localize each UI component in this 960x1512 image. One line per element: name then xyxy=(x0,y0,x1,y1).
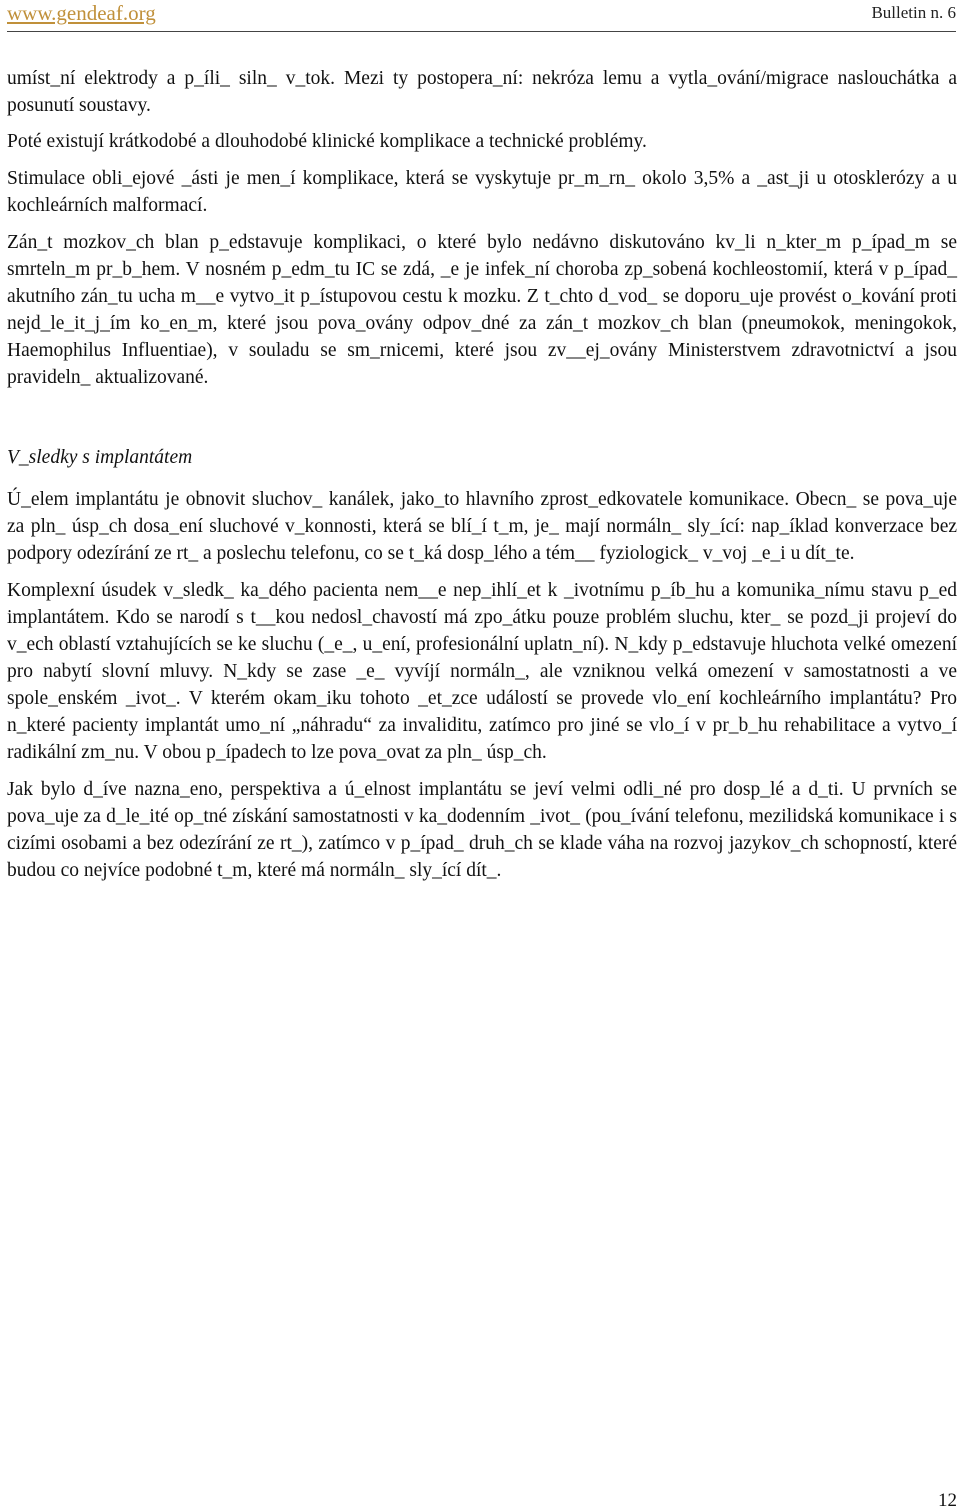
paragraph: Ú_elem implantátu je obnovit sluchov_ kanálek, jako_to hlavního zprost_edkovatele komunikace. Obecn_ se pova_uje za pln_ úsp_ch dosa_ení sluchové v_konnosti, která se blí_í t_m, je_ mají normáln_ sly_ící: nap_íklad konverzace bez podpory odezírání ze rt_ a poslechu telefonu, co se t_ká dosp_lého a tém__ fyziologick_ v_voj _e_i u dít_te. xyxy=(7,489,957,564)
page-number: 12 xyxy=(938,1490,957,1511)
bulletin-label: Bulletin n. 6 xyxy=(871,3,956,22)
site-link[interactable]: www.gendeaf.org xyxy=(7,1,156,25)
paragraph: Jak bylo d_íve nazna_eno, perspektiva a ú_elnost implantátu se jeví velmi odli_né pro dosp_lé a d_ti. U prvních se pova_uje za d_le_ité op_tné získání samostatnosti v ka_dodenním _ivot_ (pou_ívání telefonu, mezilidská komunikace i s cizími osobami a bez odezírání ze rt_), zatímco v p_ípad_ druh_ch se klade váha na rozvoj jazykov_ch schopností, které budou co nejvíce podobné t_m, které má normáln_ sly_ící dít_. xyxy=(7,779,957,881)
paragraph: Komplexní úsudek v_sledk_ ka_dého pacienta nem__e nep_ihlí_et k _ivotnímu p_íb_hu a komunika_nímu stavu p_ed implantátem. Kdo se narodí s t__kou nedosl_chavostí má zpo_átku pouze problém sluchu, kter_ se pozd_ji projeví do v_ech oblastí vztahujících se ke sluchu (_e_, u_ení, profesionální uplatn_ní). N_kdy p_edstavuje hluchota velké omezení pro nabytí slovní mluvy. N_kdy se zase _e_ vyvíjí normáln_, ale vzniknou velká omezení v samostatnosti a ve spole_enském _ivot_. V kterém okam_iku tohoto _et_zce událostí se provede vlo_ení kochleárního implantátu? Pro n_které pacienty implantát umo_ní „náhradu“ za invaliditu, zatímco pro jiné se vlo_í v pr_b_hu rehabilitace a vytvo_í radikální zm_nu. V obou p_ípadech to lze pova_ovat za pln_ úsp_ch. xyxy=(7,580,957,763)
page-header xyxy=(7,0,956,26)
section-heading: V_sledky s implantátem xyxy=(7,447,193,468)
paragraph: Stimulace obli_ejové _ásti je men_í komplikace, která se vyskytuje pr_m_rn_ okolo 3,5% a _ast_ji u otosklerózy a u kochleárních malformací. xyxy=(7,168,957,216)
document-body xyxy=(7,65,957,894)
paragraph: umíst_ní elektrody a p_íli_ siln_ v_tok. Mezi ty postopera_ní: nekróza lemu a vytla_ování/migrace naslouchátka a posunutí soustavy. xyxy=(7,68,957,116)
header-divider xyxy=(7,31,956,32)
paragraph: Zán_t mozkov_ch blan p_edstavuje komplikaci, o které bylo nedávno diskutováno kv_li n_kter_m p_ípad_m se smrteln_m pr_b_hem. V nosném p_edm_tu IC se zdá, _e je infek_ní choroba zp_sobená kochleostomií, která v p_ípad_ akutního zán_tu ucha m__e vytvo_it p_ístupovou cestu k mozku. Z t_chto d_vod_ se doporu_uje provést o_kování proti nejd_le_it_j_ím ko_en_m, které jsou pova_ovány odpov_dné za zán_t mozkov_ch blan (pneumokok, meningokok, Haemophilus Influentiae), v souladu se sm_rnicemi, které jsou zv__ej_ovány Ministerstvem zdravotnictví a jsou pravideln_ aktualizované. xyxy=(7,232,957,388)
paragraph: Poté existují krátkodobé a dlouhodobé klinické komplikace a technické problémy. xyxy=(7,131,647,152)
